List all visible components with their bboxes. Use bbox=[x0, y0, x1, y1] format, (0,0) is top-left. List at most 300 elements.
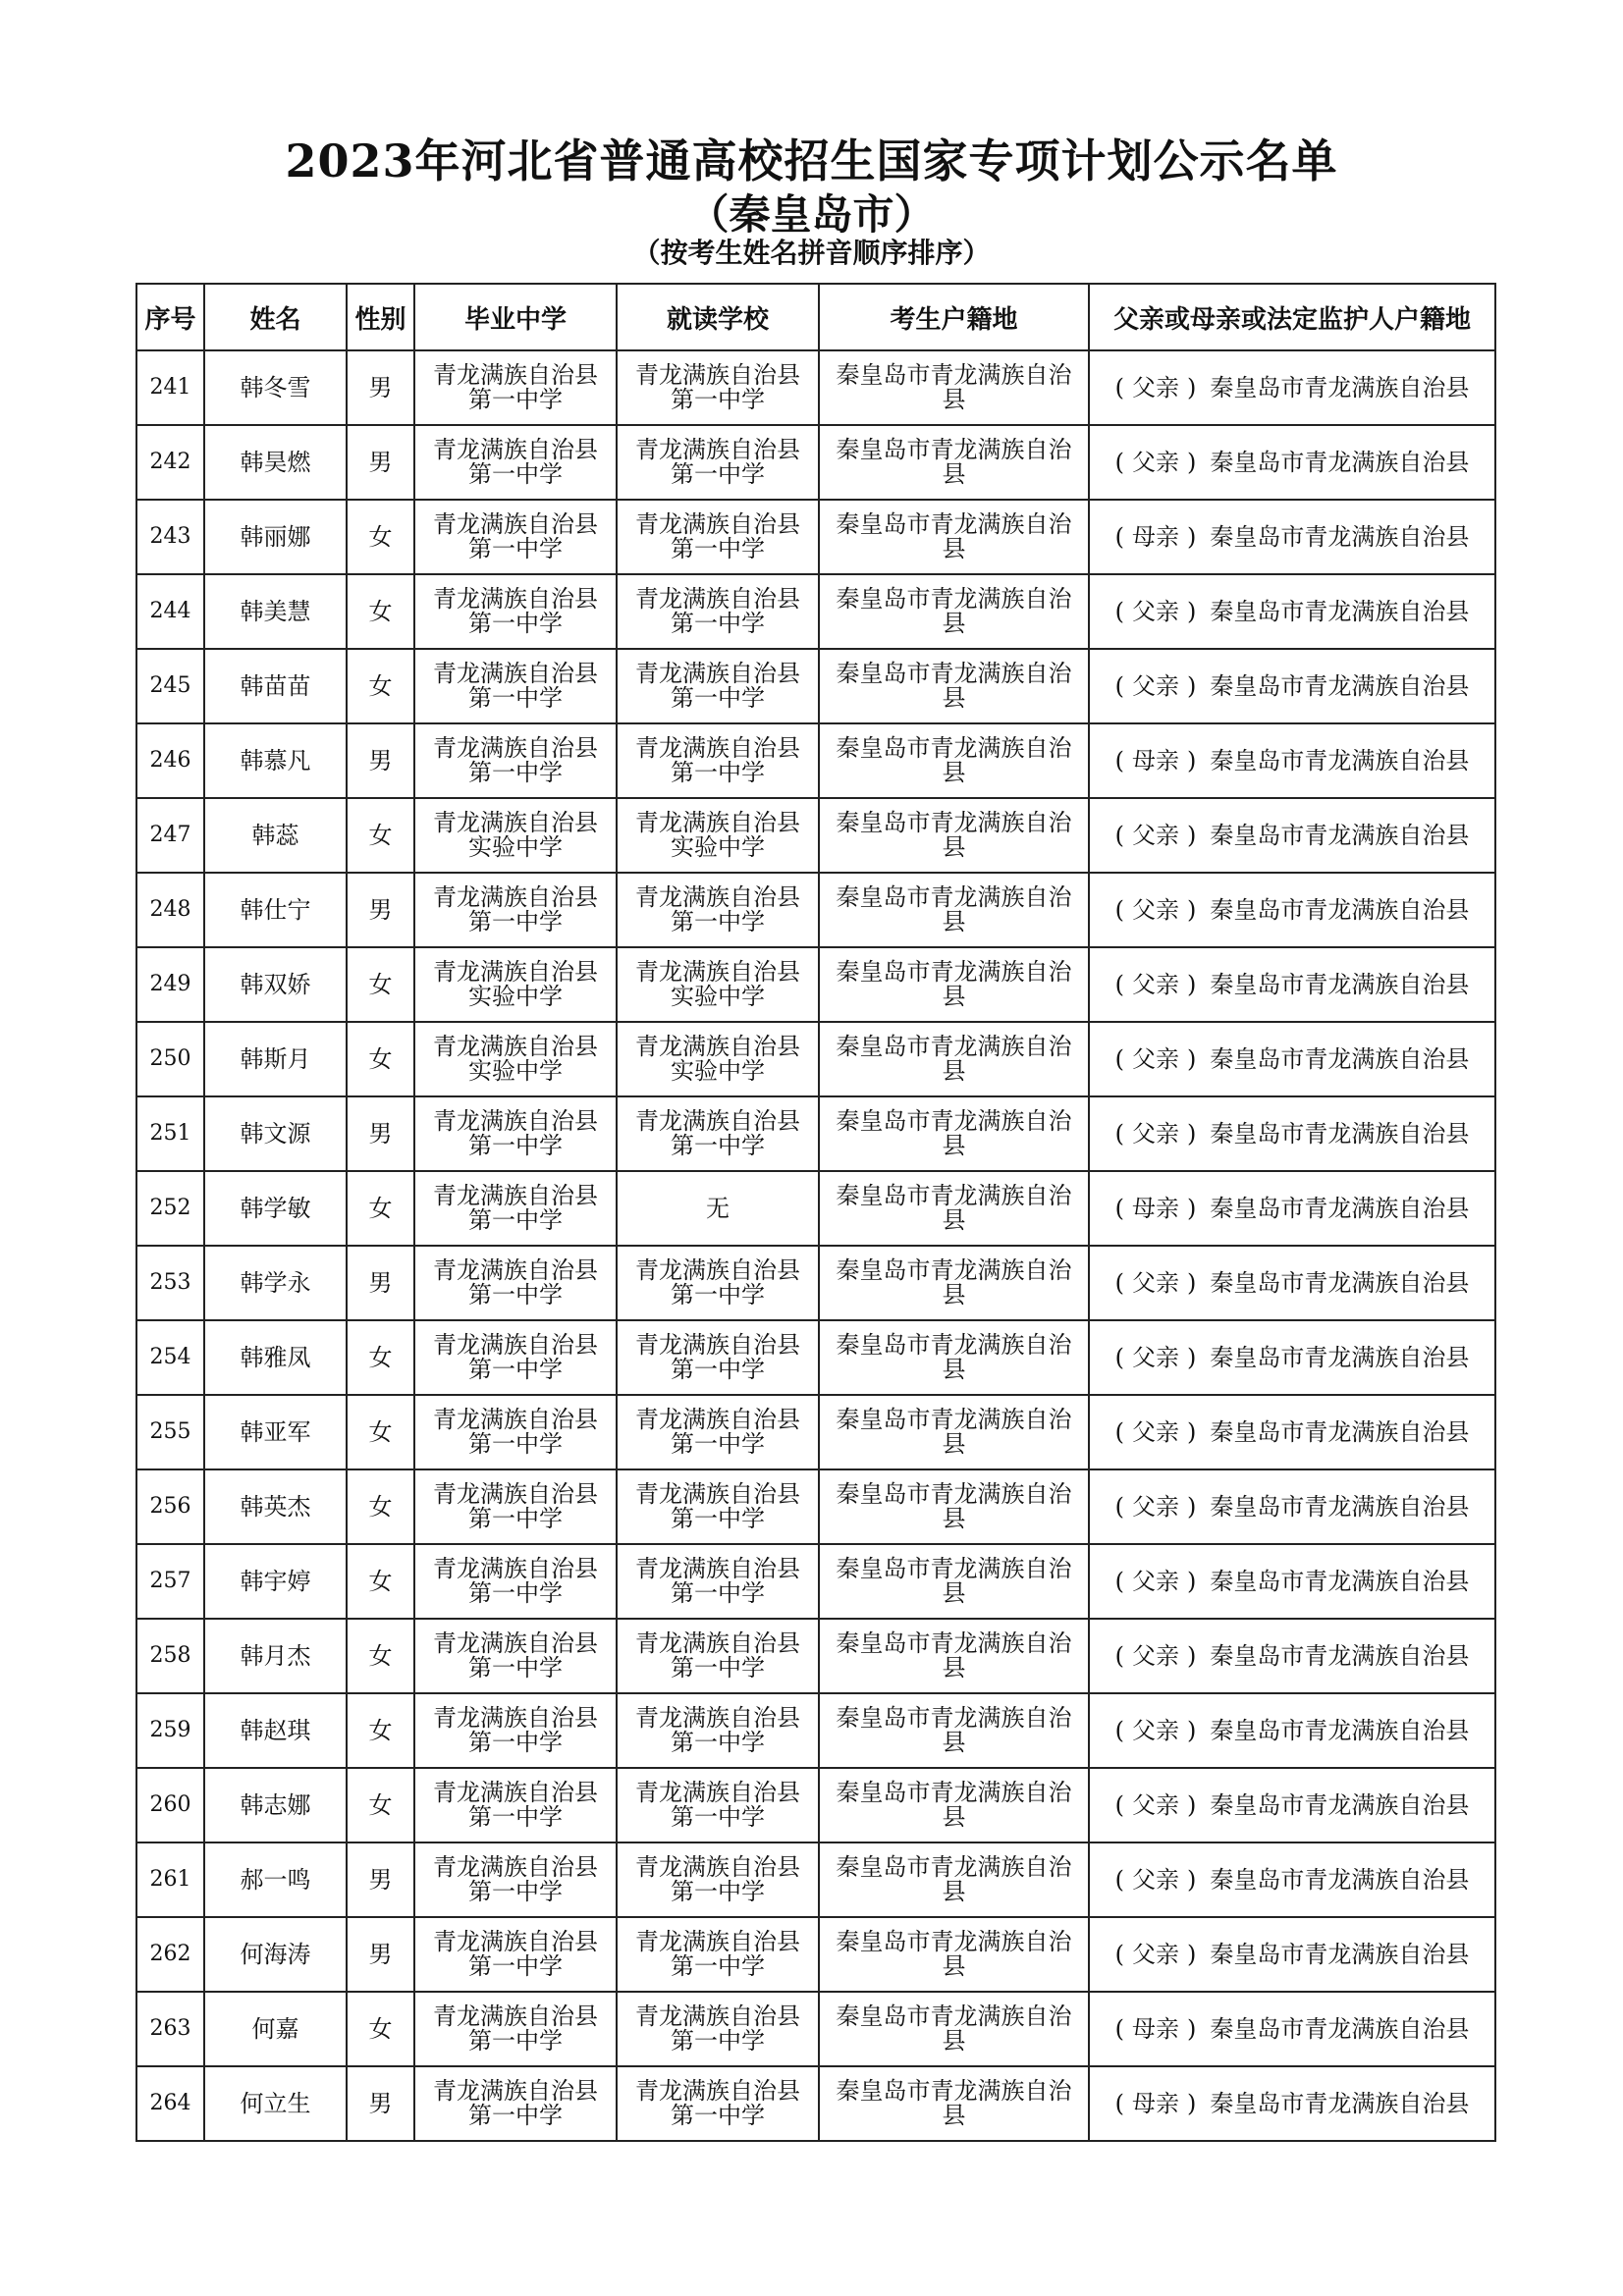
header-gender: 性别 bbox=[347, 284, 414, 350]
hukou-line2: 县 bbox=[942, 1132, 966, 1159]
current-school-line2: 第一中学 bbox=[671, 908, 765, 935]
graduated-school-line2: 第一中学 bbox=[468, 1579, 563, 1607]
cell-name: 何嘉 bbox=[204, 1992, 347, 2066]
cell-guardian-hukou bbox=[1089, 1320, 1495, 1395]
cell-seq: 243 bbox=[136, 500, 204, 574]
current-school-line1: 青龙满族自治县 bbox=[635, 361, 800, 389]
cell-graduated-school bbox=[414, 425, 617, 500]
guardian-place: 秦皇岛市青龙满族自治县 bbox=[1210, 747, 1470, 774]
cell-current-school bbox=[617, 574, 819, 649]
graduated-school-line1: 青龙满族自治县 bbox=[433, 883, 598, 911]
table-row bbox=[136, 1693, 1495, 1768]
hukou-line1: 秦皇岛市青龙满族自治 bbox=[836, 1406, 1072, 1433]
guardian-relation: ( 父亲 ) bbox=[1114, 1642, 1197, 1670]
guardian-relation-text: 父亲 bbox=[1132, 1045, 1179, 1073]
current-school-line2: 第一中学 bbox=[671, 535, 765, 562]
hukou-line2: 县 bbox=[942, 1430, 966, 1458]
applicant-table bbox=[135, 283, 1496, 2142]
table-row bbox=[136, 723, 1495, 798]
current-school-line2: 第一中学 bbox=[671, 1952, 765, 1980]
current-school-line2: 第一中学 bbox=[671, 1878, 765, 1905]
cell-hukou bbox=[819, 1992, 1089, 2066]
cell-graduated-school bbox=[414, 1469, 617, 1544]
cell-current-school bbox=[617, 1096, 819, 1171]
guardian-relation: ( 父亲 ) bbox=[1114, 1941, 1197, 1968]
hukou-line2: 县 bbox=[942, 908, 966, 935]
current-school-line1: 青龙满族自治县 bbox=[635, 1480, 800, 1508]
cell-hukou bbox=[819, 1768, 1089, 1842]
graduated-school-line2: 第一中学 bbox=[468, 1654, 563, 1682]
current-school-line2: 第一中学 bbox=[671, 684, 765, 712]
current-school-line1: 青龙满族自治县 bbox=[635, 734, 800, 762]
guardian-relation: ( 母亲 ) bbox=[1114, 2015, 1197, 2043]
guardian-place: 秦皇岛市青龙满族自治县 bbox=[1210, 1045, 1470, 1073]
guardian-place: 秦皇岛市青龙满族自治县 bbox=[1210, 1418, 1470, 1446]
guardian-place: 秦皇岛市青龙满族自治县 bbox=[1210, 1269, 1470, 1297]
graduated-school-line1: 青龙满族自治县 bbox=[433, 1629, 598, 1657]
cell-seq: 262 bbox=[136, 1917, 204, 1992]
cell-current-school bbox=[617, 1246, 819, 1320]
guardian-relation: ( 父亲 ) bbox=[1114, 672, 1197, 700]
cell-hukou bbox=[819, 1171, 1089, 1246]
cell-guardian-hukou bbox=[1089, 1171, 1495, 1246]
graduated-school-line2: 第一中学 bbox=[468, 386, 563, 413]
cell-name: 韩双娇 bbox=[204, 947, 347, 1022]
cell-guardian-hukou bbox=[1089, 1992, 1495, 2066]
cell-seq: 263 bbox=[136, 1992, 204, 2066]
graduated-school-line2: 第一中学 bbox=[468, 460, 563, 488]
cell-hukou bbox=[819, 1619, 1089, 1693]
table-row bbox=[136, 1246, 1495, 1320]
cell-guardian-hukou bbox=[1089, 574, 1495, 649]
graduated-school-line2: 第一中学 bbox=[468, 684, 563, 712]
cell-gender: 女 bbox=[347, 500, 414, 574]
current-school-line1: 青龙满族自治县 bbox=[635, 1033, 800, 1060]
cell-current-school bbox=[617, 500, 819, 574]
cell-guardian-hukou bbox=[1089, 1693, 1495, 1768]
table-row bbox=[136, 1022, 1495, 1096]
cell-seq: 250 bbox=[136, 1022, 204, 1096]
table-row bbox=[136, 1842, 1495, 1917]
table-row bbox=[136, 947, 1495, 1022]
hukou-line1: 秦皇岛市青龙满族自治 bbox=[836, 1480, 1072, 1508]
current-school-line2: 第一中学 bbox=[671, 1654, 765, 1682]
graduated-school-line1: 青龙满族自治县 bbox=[433, 436, 598, 463]
graduated-school-line2: 第一中学 bbox=[468, 535, 563, 562]
table-row bbox=[136, 1544, 1495, 1619]
graduated-school-line2: 实验中学 bbox=[468, 833, 563, 861]
current-school-line1: 青龙满族自治县 bbox=[635, 1779, 800, 1806]
current-school-line1: 青龙满族自治县 bbox=[635, 1853, 800, 1881]
table-row bbox=[136, 350, 1495, 425]
table-row bbox=[136, 1395, 1495, 1469]
cell-hukou bbox=[819, 1320, 1089, 1395]
graduated-school-line1: 青龙满族自治县 bbox=[433, 510, 598, 538]
table-row bbox=[136, 500, 1495, 574]
guardian-relation: ( 父亲 ) bbox=[1114, 1344, 1197, 1371]
cell-graduated-school bbox=[414, 1096, 617, 1171]
cell-guardian-hukou bbox=[1089, 873, 1495, 947]
hukou-line1: 秦皇岛市青龙满族自治 bbox=[836, 1107, 1072, 1135]
cell-gender: 女 bbox=[347, 1693, 414, 1768]
guardian-relation: ( 母亲 ) bbox=[1114, 523, 1197, 551]
cell-current-school bbox=[617, 1992, 819, 2066]
header-guardian-hukou: 父亲或母亲或法定监护人户籍地 bbox=[1089, 284, 1495, 350]
hukou-line2: 县 bbox=[942, 1579, 966, 1607]
guardian-relation-text: 父亲 bbox=[1132, 1717, 1179, 1744]
guardian-relation-text: 父亲 bbox=[1132, 971, 1179, 998]
guardian-relation: ( 父亲 ) bbox=[1114, 1493, 1197, 1521]
cell-graduated-school bbox=[414, 1917, 617, 1992]
hukou-line2: 县 bbox=[942, 833, 966, 861]
cell-name: 韩苗苗 bbox=[204, 649, 347, 723]
current-school-line2: 第一中学 bbox=[671, 610, 765, 637]
table-row bbox=[136, 2066, 1495, 2141]
graduated-school-line1: 青龙满族自治县 bbox=[433, 585, 598, 613]
cell-graduated-school bbox=[414, 873, 617, 947]
guardian-place: 秦皇岛市青龙满族自治县 bbox=[1210, 1866, 1470, 1894]
cell-graduated-school bbox=[414, 1842, 617, 1917]
header-name: 姓名 bbox=[204, 284, 347, 350]
hukou-line1: 秦皇岛市青龙满族自治 bbox=[836, 734, 1072, 762]
cell-current-school bbox=[617, 947, 819, 1022]
graduated-school-line2: 第一中学 bbox=[468, 1206, 563, 1234]
current-school-line1: 青龙满族自治县 bbox=[635, 585, 800, 613]
guardian-relation: ( 母亲 ) bbox=[1114, 1195, 1197, 1222]
cell-gender: 女 bbox=[347, 574, 414, 649]
hukou-line2: 县 bbox=[942, 610, 966, 637]
hukou-line2: 县 bbox=[942, 1878, 966, 1905]
guardian-relation-text: 父亲 bbox=[1132, 822, 1179, 849]
graduated-school-line2: 第一中学 bbox=[468, 759, 563, 786]
cell-seq: 257 bbox=[136, 1544, 204, 1619]
guardian-relation: ( 父亲 ) bbox=[1114, 449, 1197, 476]
hukou-line2: 县 bbox=[942, 460, 966, 488]
cell-seq: 252 bbox=[136, 1171, 204, 1246]
cell-graduated-school bbox=[414, 1246, 617, 1320]
cell-graduated-school bbox=[414, 947, 617, 1022]
graduated-school-line1: 青龙满族自治县 bbox=[433, 1704, 598, 1732]
cell-current-school bbox=[617, 1320, 819, 1395]
cell-guardian-hukou bbox=[1089, 1246, 1495, 1320]
cell-seq: 253 bbox=[136, 1246, 204, 1320]
guardian-place: 秦皇岛市青龙满族自治县 bbox=[1210, 2015, 1470, 2043]
current-school-line1: 青龙满族自治县 bbox=[635, 1629, 800, 1657]
header-current-school: 就读学校 bbox=[617, 284, 819, 350]
page-title: 2023年河北省普通高校招生国家专项计划公示名单 bbox=[285, 134, 1338, 187]
cell-gender: 女 bbox=[347, 649, 414, 723]
cell-hukou bbox=[819, 1917, 1089, 1992]
cell-guardian-hukou bbox=[1089, 947, 1495, 1022]
cell-gender: 男 bbox=[347, 723, 414, 798]
current-school-line1: 青龙满族自治县 bbox=[635, 1555, 800, 1582]
cell-current-school bbox=[617, 1619, 819, 1693]
cell-seq: 245 bbox=[136, 649, 204, 723]
current-school-line1: 青龙满族自治县 bbox=[635, 809, 800, 836]
cell-guardian-hukou bbox=[1089, 649, 1495, 723]
cell-gender: 男 bbox=[347, 2066, 414, 2141]
cell-seq: 251 bbox=[136, 1096, 204, 1171]
guardian-relation-text: 父亲 bbox=[1132, 672, 1179, 700]
graduated-school-line1: 青龙满族自治县 bbox=[433, 1107, 598, 1135]
guardian-place: 秦皇岛市青龙满族自治县 bbox=[1210, 1493, 1470, 1521]
cell-seq: 244 bbox=[136, 574, 204, 649]
hukou-line1: 秦皇岛市青龙满族自治 bbox=[836, 958, 1072, 986]
cell-guardian-hukou bbox=[1089, 798, 1495, 873]
cell-current-school bbox=[617, 723, 819, 798]
page-subtitle: （秦皇岛市） bbox=[687, 190, 936, 239]
cell-gender: 男 bbox=[347, 873, 414, 947]
cell-current-school bbox=[617, 649, 819, 723]
current-school-line1: 青龙满族自治县 bbox=[635, 510, 800, 538]
cell-gender: 女 bbox=[347, 1171, 414, 1246]
cell-seq: 242 bbox=[136, 425, 204, 500]
guardian-relation-text: 父亲 bbox=[1132, 1941, 1179, 1968]
cell-seq: 258 bbox=[136, 1619, 204, 1693]
hukou-line1: 秦皇岛市青龙满族自治 bbox=[836, 1853, 1072, 1881]
graduated-school-line2: 第一中学 bbox=[468, 908, 563, 935]
current-school-line1: 青龙满族自治县 bbox=[635, 1256, 800, 1284]
guardian-place: 秦皇岛市青龙满族自治县 bbox=[1210, 598, 1470, 625]
guardian-relation-text: 父亲 bbox=[1132, 896, 1179, 924]
guardian-relation-text: 父亲 bbox=[1132, 598, 1179, 625]
guardian-relation-text: 父亲 bbox=[1132, 449, 1179, 476]
current-school-line1: 青龙满族自治县 bbox=[635, 660, 800, 687]
current-school-line2: 第一中学 bbox=[671, 460, 765, 488]
cell-gender: 女 bbox=[347, 798, 414, 873]
guardian-relation-text: 父亲 bbox=[1132, 1418, 1179, 1446]
guardian-place: 秦皇岛市青龙满族自治县 bbox=[1210, 896, 1470, 924]
hukou-line1: 秦皇岛市青龙满族自治 bbox=[836, 660, 1072, 687]
table-row bbox=[136, 574, 1495, 649]
cell-hukou bbox=[819, 350, 1089, 425]
cell-name: 韩丽娜 bbox=[204, 500, 347, 574]
guardian-relation: ( 父亲 ) bbox=[1114, 896, 1197, 924]
cell-seq: 256 bbox=[136, 1469, 204, 1544]
guardian-relation: ( 父亲 ) bbox=[1114, 1717, 1197, 1744]
hukou-line2: 县 bbox=[942, 684, 966, 712]
graduated-school-line2: 第一中学 bbox=[468, 610, 563, 637]
hukou-line2: 县 bbox=[942, 1729, 966, 1756]
graduated-school-line2: 实验中学 bbox=[468, 1057, 563, 1085]
cell-seq: 255 bbox=[136, 1395, 204, 1469]
cell-seq: 260 bbox=[136, 1768, 204, 1842]
cell-name: 韩赵琪 bbox=[204, 1693, 347, 1768]
cell-gender: 女 bbox=[347, 1320, 414, 1395]
graduated-school-line2: 第一中学 bbox=[468, 1132, 563, 1159]
guardian-relation-text: 母亲 bbox=[1132, 2090, 1179, 2117]
hukou-line2: 县 bbox=[942, 386, 966, 413]
header-graduated-school: 毕业中学 bbox=[414, 284, 617, 350]
current-school-line2: 第一中学 bbox=[671, 1356, 765, 1383]
table-row bbox=[136, 649, 1495, 723]
cell-current-school bbox=[617, 1917, 819, 1992]
cell-graduated-school bbox=[414, 649, 617, 723]
cell-guardian-hukou bbox=[1089, 1619, 1495, 1693]
graduated-school-line2: 第一中学 bbox=[468, 2102, 563, 2129]
graduated-school-line1: 青龙满族自治县 bbox=[433, 1406, 598, 1433]
guardian-relation-text: 父亲 bbox=[1132, 1642, 1179, 1670]
graduated-school-line2: 第一中学 bbox=[468, 1281, 563, 1308]
graduated-school-line1: 青龙满族自治县 bbox=[433, 660, 598, 687]
cell-seq: 264 bbox=[136, 2066, 204, 2141]
cell-gender: 女 bbox=[347, 1992, 414, 2066]
cell-gender: 女 bbox=[347, 1768, 414, 1842]
cell-hukou bbox=[819, 947, 1089, 1022]
graduated-school-line2: 第一中学 bbox=[468, 2027, 563, 2055]
cell-name: 何海涛 bbox=[204, 1917, 347, 1992]
hukou-line2: 县 bbox=[942, 1952, 966, 1980]
current-school-line2: 第一中学 bbox=[671, 1729, 765, 1756]
cell-current-school bbox=[617, 1693, 819, 1768]
guardian-relation: ( 父亲 ) bbox=[1114, 1045, 1197, 1073]
hukou-line1: 秦皇岛市青龙满族自治 bbox=[836, 2002, 1072, 2030]
guardian-place: 秦皇岛市青龙满族自治县 bbox=[1210, 971, 1470, 998]
graduated-school-line2: 第一中学 bbox=[468, 1356, 563, 1383]
cell-gender: 女 bbox=[347, 1544, 414, 1619]
cell-hukou bbox=[819, 425, 1089, 500]
cell-name: 韩昊燃 bbox=[204, 425, 347, 500]
guardian-place: 秦皇岛市青龙满族自治县 bbox=[1210, 523, 1470, 551]
cell-current-school bbox=[617, 2066, 819, 2141]
table-row bbox=[136, 1469, 1495, 1544]
cell-guardian-hukou bbox=[1089, 1096, 1495, 1171]
cell-name: 韩蕊 bbox=[204, 798, 347, 873]
cell-guardian-hukou bbox=[1089, 425, 1495, 500]
guardian-relation-text: 父亲 bbox=[1132, 1344, 1179, 1371]
table-row bbox=[136, 1917, 1495, 1992]
cell-gender: 男 bbox=[347, 425, 414, 500]
cell-name: 韩斯月 bbox=[204, 1022, 347, 1096]
cell-hukou bbox=[819, 500, 1089, 574]
cell-name: 韩冬雪 bbox=[204, 350, 347, 425]
cell-current-school bbox=[617, 1842, 819, 1917]
guardian-place: 秦皇岛市青龙满族自治县 bbox=[1210, 1791, 1470, 1819]
cell-graduated-school bbox=[414, 798, 617, 873]
table-body bbox=[136, 350, 1495, 2141]
cell-hukou bbox=[819, 1544, 1089, 1619]
cell-guardian-hukou bbox=[1089, 723, 1495, 798]
guardian-relation: ( 母亲 ) bbox=[1114, 747, 1197, 774]
hukou-line1: 秦皇岛市青龙满族自治 bbox=[836, 1779, 1072, 1806]
cell-seq: 241 bbox=[136, 350, 204, 425]
cell-name: 郝一鸣 bbox=[204, 1842, 347, 1917]
graduated-school-line2: 第一中学 bbox=[468, 1430, 563, 1458]
cell-graduated-school bbox=[414, 574, 617, 649]
cell-hukou bbox=[819, 1842, 1089, 1917]
hukou-line1: 秦皇岛市青龙满族自治 bbox=[836, 1182, 1072, 1209]
guardian-place: 秦皇岛市青龙满族自治县 bbox=[1210, 1120, 1470, 1148]
guardian-relation: ( 父亲 ) bbox=[1114, 1269, 1197, 1297]
guardian-place: 秦皇岛市青龙满族自治县 bbox=[1210, 449, 1470, 476]
graduated-school-line1: 青龙满族自治县 bbox=[433, 1033, 598, 1060]
cell-name: 韩志娜 bbox=[204, 1768, 347, 1842]
guardian-relation: ( 父亲 ) bbox=[1114, 374, 1197, 401]
guardian-place: 秦皇岛市青龙满族自治县 bbox=[1210, 1195, 1470, 1222]
guardian-place: 秦皇岛市青龙满族自治县 bbox=[1210, 672, 1470, 700]
cell-hukou bbox=[819, 2066, 1089, 2141]
guardian-relation-text: 父亲 bbox=[1132, 1866, 1179, 1894]
cell-graduated-school bbox=[414, 1320, 617, 1395]
cell-guardian-hukou bbox=[1089, 1842, 1495, 1917]
hukou-line2: 县 bbox=[942, 535, 966, 562]
hukou-line1: 秦皇岛市青龙满族自治 bbox=[836, 510, 1072, 538]
cell-current-school bbox=[617, 350, 819, 425]
hukou-line2: 县 bbox=[942, 1206, 966, 1234]
cell-hukou bbox=[819, 1096, 1089, 1171]
cell-name: 韩仕宁 bbox=[204, 873, 347, 947]
graduated-school-line1: 青龙满族自治县 bbox=[433, 361, 598, 389]
guardian-relation-text: 父亲 bbox=[1132, 1269, 1179, 1297]
guardian-relation-text: 父亲 bbox=[1132, 1493, 1179, 1521]
table-row bbox=[136, 425, 1495, 500]
cell-graduated-school bbox=[414, 1544, 617, 1619]
table-row bbox=[136, 1992, 1495, 2066]
graduated-school-line1: 青龙满族自治县 bbox=[433, 1853, 598, 1881]
cell-seq: 254 bbox=[136, 1320, 204, 1395]
graduated-school-line1: 青龙满族自治县 bbox=[433, 1779, 598, 1806]
cell-guardian-hukou bbox=[1089, 1544, 1495, 1619]
guardian-relation: ( 父亲 ) bbox=[1114, 1120, 1197, 1148]
cell-gender: 男 bbox=[347, 350, 414, 425]
graduated-school-line1: 青龙满族自治县 bbox=[433, 734, 598, 762]
hukou-line2: 县 bbox=[942, 1281, 966, 1308]
cell-seq: 249 bbox=[136, 947, 204, 1022]
graduated-school-line1: 青龙满族自治县 bbox=[433, 1555, 598, 1582]
graduated-school-line2: 第一中学 bbox=[468, 1952, 563, 1980]
cell-guardian-hukou bbox=[1089, 350, 1495, 425]
cell-graduated-school bbox=[414, 1768, 617, 1842]
hukou-line1: 秦皇岛市青龙满族自治 bbox=[836, 1555, 1072, 1582]
cell-gender: 男 bbox=[347, 1842, 414, 1917]
cell-name: 韩英杰 bbox=[204, 1469, 347, 1544]
graduated-school-line2: 第一中学 bbox=[468, 1878, 563, 1905]
current-school-line1: 青龙满族自治县 bbox=[635, 1928, 800, 1955]
cell-hukou bbox=[819, 723, 1089, 798]
cell-guardian-hukou bbox=[1089, 1022, 1495, 1096]
cell-hukou bbox=[819, 1693, 1089, 1768]
cell-hukou bbox=[819, 1395, 1089, 1469]
table-header-row bbox=[136, 284, 1495, 350]
guardian-place: 秦皇岛市青龙满族自治县 bbox=[1210, 1941, 1470, 1968]
current-school-line2: 第一中学 bbox=[671, 1132, 765, 1159]
guardian-relation-text: 父亲 bbox=[1132, 1568, 1179, 1595]
cell-graduated-school bbox=[414, 500, 617, 574]
cell-current-school bbox=[617, 1395, 819, 1469]
current-school-line1: 青龙满族自治县 bbox=[635, 1406, 800, 1433]
hukou-line1: 秦皇岛市青龙满族自治 bbox=[836, 436, 1072, 463]
current-school-line1: 青龙满族自治县 bbox=[635, 1107, 800, 1135]
header-seq: 序号 bbox=[136, 284, 204, 350]
current-school-line1: 无 bbox=[706, 1194, 730, 1222]
current-school-line2: 实验中学 bbox=[671, 1057, 765, 1085]
table-row bbox=[136, 1768, 1495, 1842]
hukou-line1: 秦皇岛市青龙满族自治 bbox=[836, 1704, 1072, 1732]
cell-name: 韩学敏 bbox=[204, 1171, 347, 1246]
cell-hukou bbox=[819, 649, 1089, 723]
cell-name: 韩慕凡 bbox=[204, 723, 347, 798]
guardian-relation: ( 父亲 ) bbox=[1114, 971, 1197, 998]
guardian-place: 秦皇岛市青龙满族自治县 bbox=[1210, 1568, 1470, 1595]
graduated-school-line2: 第一中学 bbox=[468, 1505, 563, 1532]
hukou-line2: 县 bbox=[942, 1803, 966, 1831]
cell-current-school bbox=[617, 1022, 819, 1096]
cell-seq: 248 bbox=[136, 873, 204, 947]
cell-gender: 男 bbox=[347, 1096, 414, 1171]
cell-gender: 女 bbox=[347, 1619, 414, 1693]
hukou-line1: 秦皇岛市青龙满族自治 bbox=[836, 2077, 1072, 2105]
table-row bbox=[136, 1171, 1495, 1246]
